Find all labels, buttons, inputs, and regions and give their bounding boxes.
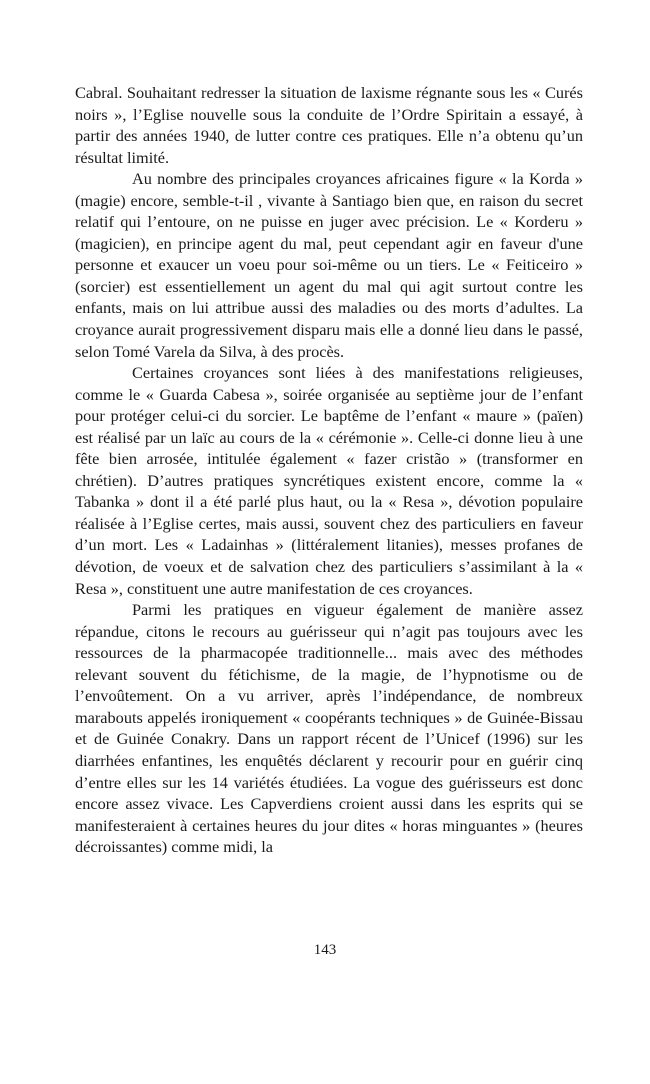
paragraph-3: Certaines croyances sont liées à des manifestations religieuses, comme le « Guarda Cabesa », soirée organisée au septième jour de l’enfant pour protéger celui-ci du sorcier. Le baptême de l’enfant « maure » (païen) est réalisé par un laïc au cours de la « cérémonie ». Celle-ci donne lieu à une fête bien arrosée, intitulée également « fazer cristão » (transformer en chrétien). D’autres pratiques syncrétiques existent encore, comme la « Tabanka » dont il a été parlé plus haut, ou la « Resa », dévotion populaire réalisée à l’Eglise certes, mais aussi, souvent chez des particuliers en faveur d’un mort. Les « Ladainhas » (littéralement litanies), messes profanes de dévotion, de voeux et de salvation chez des particuliers s’assimilant à la « Resa », constituent une autre manifestation de ces croyances. (75, 363, 583, 598)
page-body (75, 82, 583, 858)
paragraph-1: Cabral. Souhaitant redresser la situation de laxisme régnante sous les « Curés noirs », l’Eglise nouvelle sous la conduite de l’Ordre Spiritain a essayé, à partir des années 1940, de lutter contre ces pratiques. Elle n’a obtenu qu’un résultat limité. (75, 83, 583, 167)
paragraph-2: Au nombre des principales croyances africaines figure « la Korda » (magie) encore, semble-t-il , vivante à Santiago bien que, en raison du secret relatif qui l’entoure, on ne puisse en juger avec précision. Le « Korderu » (magicien), en principe agent du mal, peut cependant agir en faveur d'une personne et exaucer un voeu pour soi-même ou un tiers. Le « Feiticeiro » (sorcier) est essentiellement un agent du mal qui agit surtout contre les enfants, mais on lui attribue aussi des maladies ou des morts d’adultes. La croyance aurait progressivement disparu mais elle a donné lieu dans le passé, selon Tomé Varela da Silva, à des procès. (75, 169, 583, 361)
page-number: 143 (313, 942, 337, 958)
paragraph-4: Parmi les pratiques en vigueur également de manière assez répandue, citons le recours au guérisseur qui n’agit pas toujours avec les ressources de la pharmacopée traditionnelle... mais avec des méthodes relevant souvent du fétichisme, de la magie, de l’hypnotisme ou de l’envoûtement. On a vu arriver, après l’indépendance, de nombreux marabouts appelés ironiquement « coopérants techniques » de Guinée-Bissau et de Guinée Conakry. Dans un rapport récent de l’Unicef (1996) sur les diarrhées enfantines, les enquêtés déclarent y recourir pour en guérir cinq d’entre elles sur les 14 variétés étudiées. La vogue des guérisseurs est donc encore assez vivace. Les Capverdiens croient aussi dans les esprits qui se manifesteraient à certaines heures du jour dites « horas minguantes » (heures décroissantes) comme midi, la (75, 600, 583, 857)
